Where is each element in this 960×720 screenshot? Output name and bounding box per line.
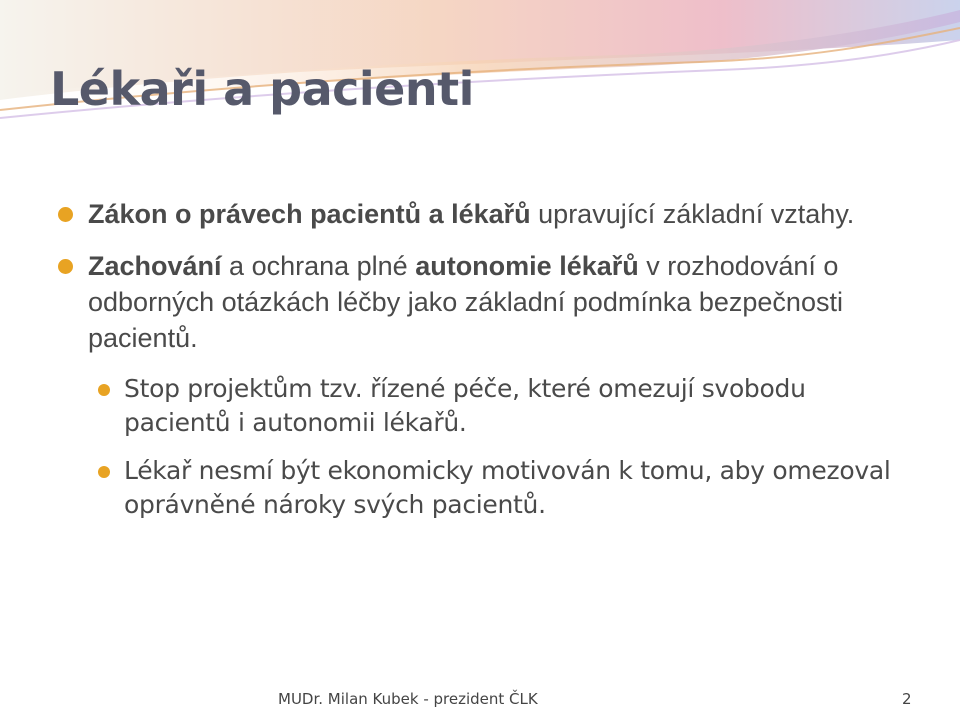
sub-bullet-text: Lékař nesmí být ekonomicky motivován k tomu, aby omezoval oprávněné nároky svých pacientů. [124,456,891,519]
sub-bullet-dot-icon [98,466,110,478]
bullet-text: a ochrana plné [221,251,416,281]
bullet-bold-text: Zachování [88,251,222,281]
bullet-text: v rozhodování o odborných otázkách léčby jako základní podmínka bezpečnosti pacientů. [88,251,843,353]
bullet-dot-icon [58,259,73,274]
footer-text: MUDr. Milan Kubek - prezident ČLK [278,690,538,708]
sub-bullet-text: Stop projektům tzv. řízené péče, které omezují svobodu pacientů i autonomii lékařů. [124,374,806,437]
bullet-bold-text: autonomie lékařů [415,251,639,281]
sub-bullet-item [58,372,918,440]
bullet-item [58,196,918,232]
page-number: 2 [902,690,912,708]
slide-title: Lékaři a pacienti [50,62,474,116]
bullet-bold-text: Zákon o právech pacientů a lékařů [88,199,531,229]
sub-bullet-item [58,454,918,522]
sub-bullet-dot-icon [98,384,110,396]
bullet-text: upravující základní vztahy. [530,199,855,229]
bullet-item [58,248,918,356]
bullet-list [58,196,918,536]
bullet-dot-icon [58,207,73,222]
